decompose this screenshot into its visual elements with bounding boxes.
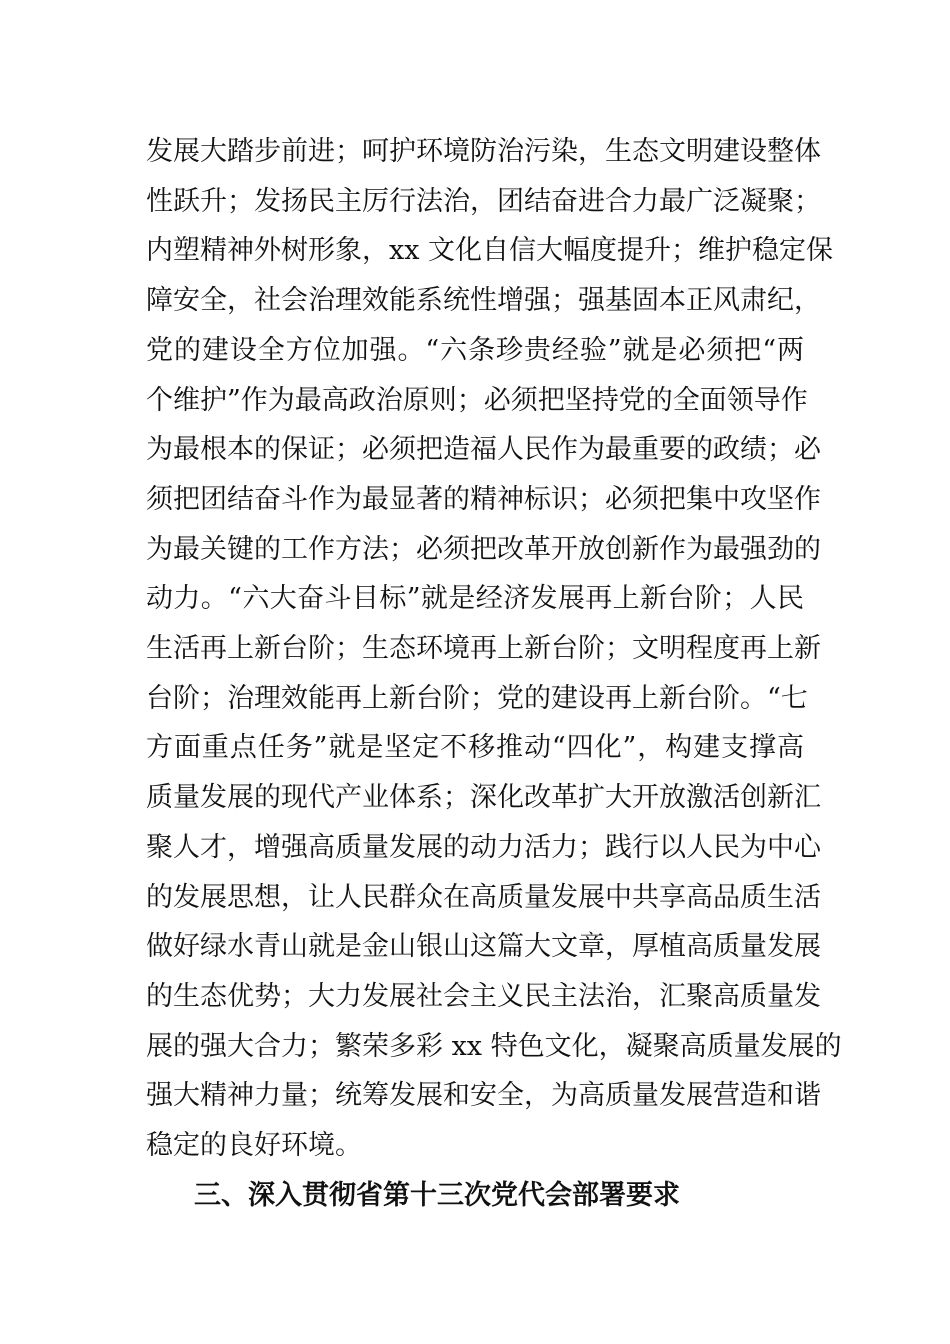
section-heading: 三、深入贯彻省第十三次党代会部署要求 bbox=[194, 1180, 680, 1211]
paragraph-line: 稳定的良好环境。 bbox=[146, 1130, 362, 1161]
paragraph-line: 强大精神力量；统筹发展和安全，为高质量发展营造和谐 bbox=[146, 1080, 821, 1112]
paragraph-line: 发展大踏步前进；呵护环境防治污染，生态文明建设整体 bbox=[146, 136, 821, 167]
paragraph-line: 障安全，社会治理效能系统性增强；强基固本正风肃纪， bbox=[146, 285, 821, 317]
paragraph-line: 的发展思想，让人民群众在高质量发展中共享高品质生活 bbox=[146, 881, 821, 913]
paragraph-line: 为最关键的工作方法；必须把改革开放创新作为最强劲的 bbox=[146, 533, 821, 565]
paragraph-line: 性跃升；发扬民主厉行法治，团结奋进合力最广泛凝聚； bbox=[146, 185, 821, 217]
paragraph-line: 做好绿水青山就是金山银山这篇大文章，厚植高质量发展 bbox=[146, 931, 821, 963]
paragraph-line: 为最根本的保证；必须把造福人民作为最重要的政绩；必 bbox=[146, 434, 821, 466]
paragraph-line: 须把团结奋斗作为最显著的精神标识；必须把集中攻坚作 bbox=[146, 483, 821, 515]
paragraph-line: 的生态优势；大力发展社会主义民主法治，汇聚高质量发 bbox=[146, 980, 821, 1012]
paragraph-line: 方面重点任务”就是坚定不移推动“四化”，构建支撑高 bbox=[146, 732, 804, 764]
paragraph-line: 党的建设全方位加强。“六条珍贵经验”就是必须把“两 bbox=[146, 334, 804, 366]
paragraph-line: 内塑精神外树形象，xx 文化自信大幅度提升；维护稳定保 bbox=[146, 235, 834, 267]
paragraph-line: 动力。“六大奋斗目标”就是经济发展再上新台阶；人民 bbox=[146, 583, 804, 615]
paragraph-line: 台阶；治理效能再上新台阶；党的建设再上新台阶。“七 bbox=[146, 682, 808, 714]
paragraph-line: 个维护”作为最高政治原则；必须把坚持党的全面领导作 bbox=[146, 384, 808, 416]
paragraph-line: 展的强大合力；繁荣多彩 xx 特色文化，凝聚高质量发展的 bbox=[146, 1030, 842, 1062]
paragraph-line: 质量发展的现代产业体系；深化改革扩大开放激活创新汇 bbox=[146, 782, 821, 814]
paragraph-line: 生活再上新台阶；生态环境再上新台阶；文明程度再上新 bbox=[146, 633, 821, 664]
paragraph-line: 聚人才，增强高质量发展的动力活力；践行以人民为中心 bbox=[146, 831, 821, 863]
